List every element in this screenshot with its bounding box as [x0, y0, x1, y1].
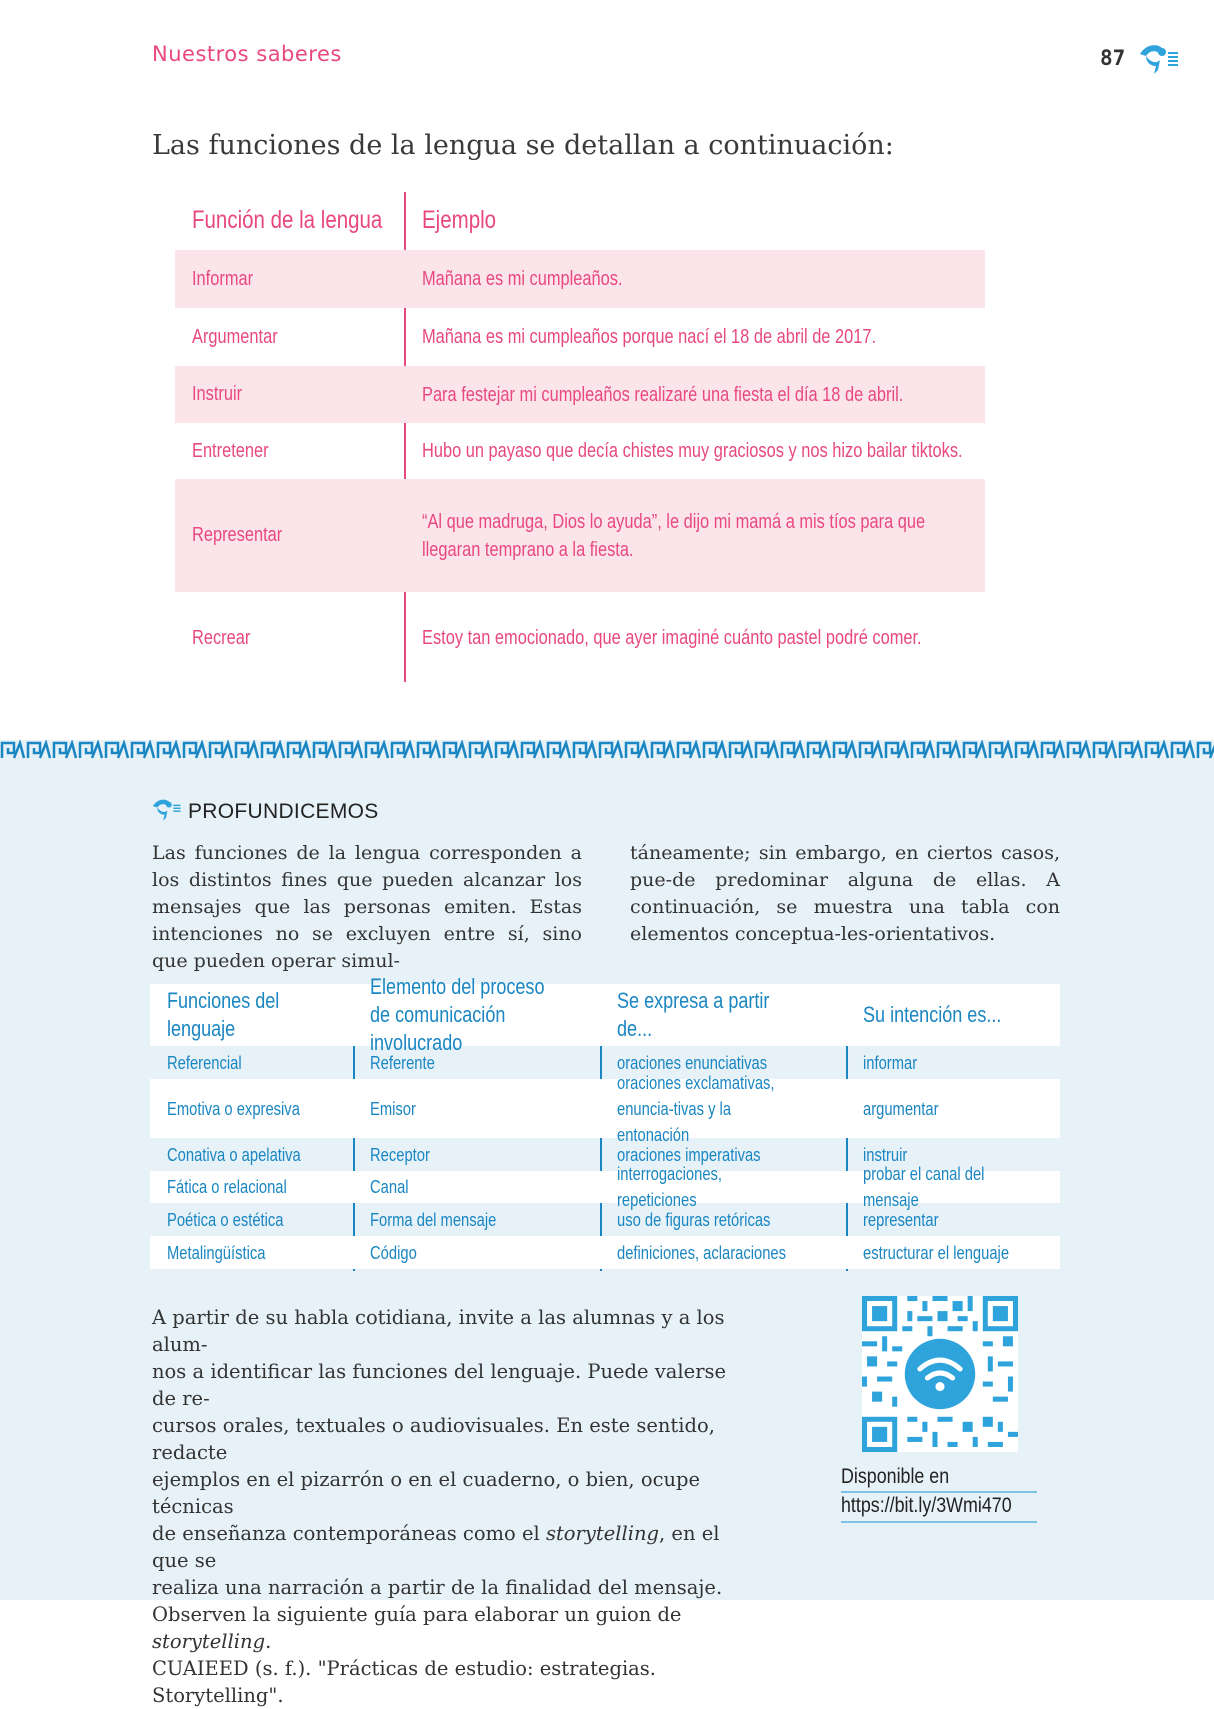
table-row — [175, 250, 985, 308]
table-row — [150, 1203, 1060, 1236]
table-cell: Forma del mensaje — [370, 1209, 497, 1230]
text-line: realiza una narración a partir de la finalidad del mensaje. — [152, 1576, 723, 1599]
example-cell: Mañana es mi cumpleaños porque nací el 18 de abril de 2017. — [422, 326, 877, 348]
header-example: Ejemplo — [422, 206, 497, 234]
header-cell: Se expresa a partir de... — [617, 988, 770, 1041]
text-line — [152, 1520, 734, 1574]
divider — [841, 1521, 1037, 1523]
functions-table — [175, 192, 985, 684]
table-cell: instruir — [863, 1144, 908, 1165]
function-cell: Informar — [192, 267, 254, 290]
divider — [841, 1491, 1037, 1493]
example-cell: Estoy tan emocionado, que ayer imaginé cuánto pastel podré comer. — [422, 627, 922, 649]
greek-key-border — [0, 740, 1214, 760]
profundicemos-title: PROFUNDICEMOS — [188, 800, 379, 823]
function-cell: Entretener — [192, 439, 269, 462]
table-cell: interrogaciones, repeticiones — [617, 1164, 723, 1210]
text-span-italic: storytelling — [152, 1630, 266, 1653]
qr-link[interactable]: https://bit.ly/3Wmi470 — [841, 1494, 1012, 1517]
example-cell: Para festejar mi cumpleaños realizaré una fiesta el día 18 de abril. — [422, 383, 904, 406]
section-title: Nuestros saberes — [152, 42, 342, 66]
page-number: 87 — [1100, 46, 1126, 70]
header-cell: Su intención es... — [863, 1002, 1002, 1027]
qr-code-icon[interactable] — [862, 1296, 1018, 1452]
table-cell: Receptor — [370, 1144, 430, 1165]
table-row — [150, 1046, 1060, 1079]
function-cell: Representar — [192, 524, 283, 546]
table-row — [175, 479, 985, 592]
text-line — [152, 1601, 734, 1655]
teacher-guidance-text — [152, 1304, 734, 1709]
text-line: cursos orales, textuales o audiovisuales. En este sentido, redacte — [152, 1414, 715, 1464]
intro-text: Las funciones de la lengua se detallan a continuación: — [152, 130, 894, 161]
table-row — [175, 423, 985, 479]
table-header — [150, 974, 1060, 1055]
paragraph-column-2: táneamente; sin embargo, en ciertos casos, pue-de predominar alguna de ellas. A continuación, se muestra una tabla con elementos conceptua-les-orientativos. — [630, 842, 1060, 945]
table-cell: Metalingüística — [167, 1242, 266, 1263]
table-cell: oraciones exclamativas, enuncia-tivas y la entonación — [617, 1072, 775, 1145]
table-row — [150, 1072, 1060, 1145]
available-label: Disponible en — [841, 1465, 950, 1488]
text-span: , en el que se — [152, 1522, 720, 1572]
table-row — [175, 366, 985, 423]
example-cell: Mañana es mi cumpleaños. — [422, 268, 623, 290]
text-span-italic: storytelling — [545, 1522, 660, 1545]
function-cell: Recrear — [192, 626, 251, 649]
text-span: de enseñanza contemporáneas como el — [152, 1522, 546, 1545]
table-row — [150, 1164, 1060, 1210]
table-cell: probar el canal del mensaje — [863, 1164, 985, 1210]
example-cell: Hubo un payaso que decía chistes muy graciosos y nos hizo bailar tiktoks. — [422, 440, 963, 462]
table-cell: Código — [370, 1242, 417, 1263]
table-cell: oraciones imperativas — [617, 1144, 761, 1165]
bird-logo-icon — [1136, 40, 1180, 76]
header-function: Función de la lengua — [192, 206, 383, 234]
header-cell: Funciones del lenguaje — [167, 988, 280, 1041]
paragraph-column-1: Las funciones de la lengua corresponden a los distintos fines que pueden alcanzar los mensajes que las personas emiten. Estas intenciones no se excluyen entre sí, sino que pueden operar simul- — [152, 842, 582, 972]
table-cell: definiciones, aclaraciones — [617, 1242, 787, 1263]
table-cell: Referente — [370, 1052, 435, 1073]
table-row — [175, 592, 985, 684]
header-cell: Elemento del proceso de comunicación involucrado — [370, 974, 545, 1055]
language-functions-table — [150, 974, 1060, 1269]
table-cell: Emotiva o expresiva — [167, 1098, 300, 1119]
table-cell: representar — [863, 1209, 939, 1230]
example-cell: “Al que madruga, Dios lo ayuda”, le dijo mi mamá a mis tíos para que llegaran temprano a la fiesta. — [422, 510, 926, 561]
bird-logo-icon — [150, 795, 182, 823]
table-cell: Emisor — [370, 1098, 416, 1119]
table-cell: Referencial — [167, 1052, 242, 1073]
function-cell: Instruir — [192, 383, 243, 405]
table-cell: oraciones enunciativas — [617, 1052, 768, 1073]
table-cell: uso de figuras retóricas — [617, 1209, 771, 1230]
table-header — [175, 192, 985, 250]
text-line: A partir de su habla cotidiana, invite a las alumnas y a los alum- — [152, 1306, 725, 1356]
table-cell: estructurar el lenguaje — [863, 1242, 1010, 1263]
table-cell: Conativa o apelativa — [167, 1144, 301, 1165]
text-span: . — [265, 1630, 272, 1653]
text-span: Observen la siguiente guía para elaborar un guion de — [152, 1603, 682, 1626]
table-cell: argumentar — [863, 1098, 939, 1119]
citation-line: CUAIEED (s. f.). "Prácticas de estudio: estrategias. Storytelling". — [152, 1657, 657, 1707]
table-row — [175, 308, 985, 366]
table-row — [150, 1236, 1060, 1269]
function-cell: Argumentar — [192, 325, 278, 348]
text-line: ejemplos en el pizarrón o en el cuaderno, o bien, ocupe técnicas — [152, 1468, 701, 1518]
table-cell: Fática o relacional — [167, 1177, 287, 1197]
table-cell: informar — [863, 1052, 918, 1073]
table-cell: Poética o estética — [167, 1209, 284, 1230]
table-cell: Canal — [370, 1177, 409, 1197]
text-line: nos a identificar las funciones del lenguaje. Puede valerse de re- — [152, 1360, 727, 1410]
